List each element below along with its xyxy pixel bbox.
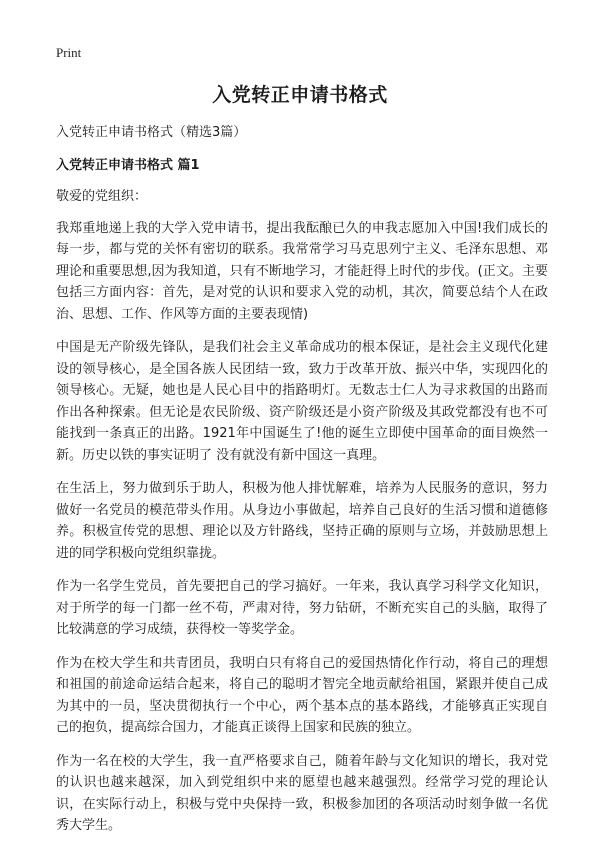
paragraph-4: 作为一名学生党员，首先要把自己的学习搞好。一年来，我认真学习科学文化知识，对于所学的每一门都一丝不苟，严肃对待，努力钻研，不断充实自己的头脑，取得了比较满意的学习成绩，获得校一等奖学金。 <box>56 579 548 637</box>
paragraph-2: 中国是无产阶级先锋队，是我们社会主义革命成功的根本保证，是社会主义现代化建设的领导核心，是全国各族人民团结一致，致力于改革开放、振兴中华，实现四化的领导核心。无疑，她也是人民心目中的指路明灯。无数志士仁人为寻求救国的出路而作出各种探索。但无论是农民阶级、资产阶级还是小资产阶级及其政党都没有也不可能找到一条真正的出路。1921年中国诞生了!他的诞生立即使中国革命的面目焕然一新。历史以铁的事实证明了 没有就没有新中国这一真理。 <box>56 340 548 463</box>
document-title: 入党转正申请书格式 <box>212 84 388 106</box>
paragraph-6: 作为一名在校的大学生，我一直严格要求自己，随着年龄与文化知识的增长，我对党的认识也越来越深，加入到党组织中来的愿望也越来越强烈。经常学习党的理论认识，在实际行动上，积极与党中央保持一致，积极参加团的各项活动时刻争做一名优秀大学生。 <box>56 753 548 833</box>
document-subtitle: 入党转正申请书格式（精选3篇） <box>56 125 247 140</box>
paragraph-5: 作为在校大学生和共青团员，我明白只有将自己的爱国热情化作行动，将自己的理想和祖国的前途命运结合起来，将自己的聪明才智完全地贡献给祖国，紧跟并使自己成为其中的一员，坚决贯彻执行一个中心，两个基本点的基本路线，才能够真正实现自己的抱负，提高综合国力，才能真正谈得上国家和民族的独立。 <box>56 655 548 735</box>
paragraph-3: 在生活上，努力做到乐于助人，积极为他人排忧解难，培养为人民服务的意识，努力做好一名党员的模范带头作用。从身边小事做起，培养自己良好的生活习惯和道德修养。积极宣传党的思想、理论以及方针路线，坚持正确的原则与立场，并鼓励思想上进的同学积极向党组织靠拢。 <box>56 481 548 561</box>
document-body <box>56 122 548 849</box>
print-link[interactable]: Print <box>56 45 82 60</box>
section-heading: 入党转正申请书格式 篇1 <box>56 157 200 173</box>
greeting: 敬爱的党组织： <box>56 189 148 204</box>
paragraph-1: 我郑重地递上我的大学入党申请书，提出我酝酿已久的申我志愿加入中国!我们成长的每一步，都与党的关怀有密切的联系。我常常学习马克思列宁主义、毛泽东思想、邓理论和重要思想,因为我知道，只有不断地学习，才能赶得上时代的步伐。(正文。主要包括三方面内容：首先，是对党的认识和要求入党的动机，其次，简要总结个人在政治、思想、工作、作风等方面的主要表现情) <box>56 220 548 322</box>
